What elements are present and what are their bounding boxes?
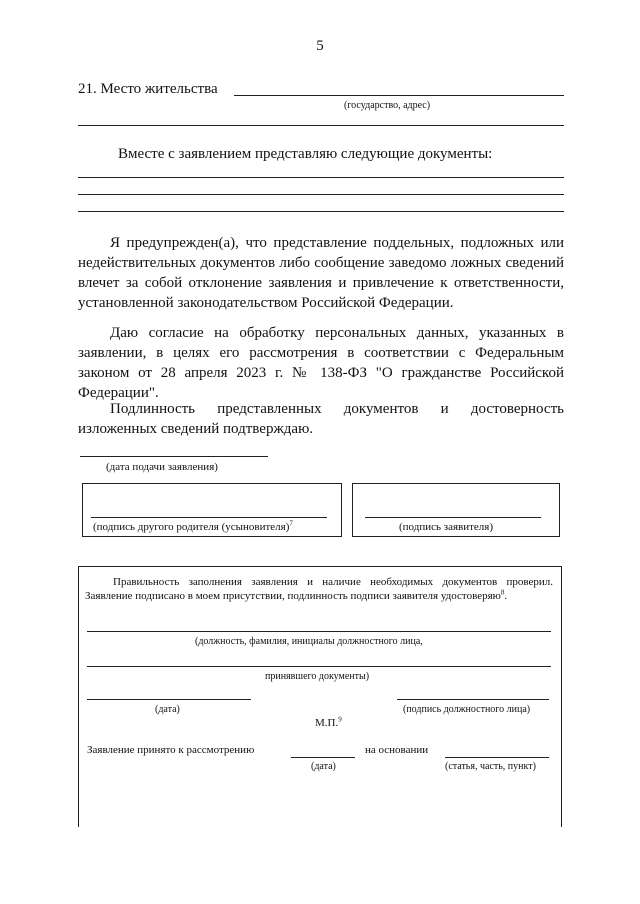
residence-field-line[interactable] bbox=[234, 95, 564, 96]
official-position-line-2[interactable] bbox=[87, 666, 551, 667]
official-signature-line[interactable] bbox=[397, 699, 549, 700]
accepted-date-line[interactable] bbox=[291, 757, 355, 758]
documents-heading: Вместе с заявлением представляю следующие документы: bbox=[118, 146, 493, 162]
submission-date-line[interactable] bbox=[80, 456, 268, 457]
official-date-line[interactable] bbox=[87, 699, 251, 700]
other-parent-signature-box[interactable] bbox=[82, 483, 342, 537]
applicant-signature-line bbox=[365, 517, 541, 518]
documents-line-1[interactable] bbox=[78, 177, 564, 178]
official-date-caption: (дата) bbox=[155, 704, 180, 715]
residence-caption: (государство, адрес) bbox=[344, 100, 431, 111]
applicant-signature-box[interactable] bbox=[352, 483, 560, 537]
official-section bbox=[78, 566, 562, 827]
basis-label: на основании bbox=[365, 744, 429, 756]
basis-caption: (статья, часть, пункт) bbox=[445, 761, 536, 772]
official-verification-text: Правильность заполнения заявления и наличие необходимых документов проверил. Заявление подписано в моем присутствии, подлинность подписи заявителя удостоверяю$^8$. bbox=[85, 576, 553, 602]
other-parent-signature-caption: (подпись другого родителя (усыновителя)$^7$ bbox=[93, 519, 293, 533]
official-position-caption: (должность, фамилия, инициалы должностного лица, bbox=[195, 636, 423, 647]
consent-paragraph: Даю согласие на обработку персональных данных, указанных в заявлении, в целях его рассмотрения в соответствии с Федеральным законом от 28 апреля 2023 г. № 138-ФЗ "О гражданстве Российской Федерации". bbox=[78, 325, 564, 401]
accepted-label: Заявление принято к рассмотрению bbox=[87, 744, 255, 756]
basis-line[interactable] bbox=[445, 757, 549, 758]
footnote-8: 8 bbox=[500, 588, 505, 597]
applicant-signature-caption: (подпись заявителя) bbox=[399, 521, 494, 533]
documents-line-2[interactable] bbox=[78, 194, 564, 195]
official-signature-caption: (подпись должностного лица) bbox=[403, 704, 531, 715]
official-position-line[interactable] bbox=[87, 631, 551, 632]
documents-line-3[interactable] bbox=[78, 211, 564, 212]
residence-label: 21. Место жительства bbox=[78, 81, 218, 97]
warning-paragraph-1: Я предупрежден(а), что представление поддельных, подложных или недействительных документов либо сообщение заведомо ложных сведений влечет за собой отклонение заявления и привлечение к ответственности, установленной законодательством Российской Федерации. bbox=[78, 235, 564, 311]
footnote-9: 9 bbox=[338, 715, 342, 724]
other-parent-signature-line bbox=[91, 517, 327, 518]
footnote-7: 7 bbox=[289, 519, 293, 528]
submission-date-caption: (дата подачи заявления) bbox=[106, 461, 218, 473]
residence-field-line-2[interactable] bbox=[78, 125, 564, 126]
page-number: 5 bbox=[316, 38, 324, 54]
stamp-label: М.П.$^9$ bbox=[315, 715, 342, 729]
accepted-date-caption: (дата) bbox=[311, 761, 336, 772]
official-position-caption-cont: принявшего документы) bbox=[265, 671, 370, 682]
authenticity-paragraph: Подлинность представленных документов и достоверность изложенных сведений подтверждаю. bbox=[78, 401, 564, 437]
